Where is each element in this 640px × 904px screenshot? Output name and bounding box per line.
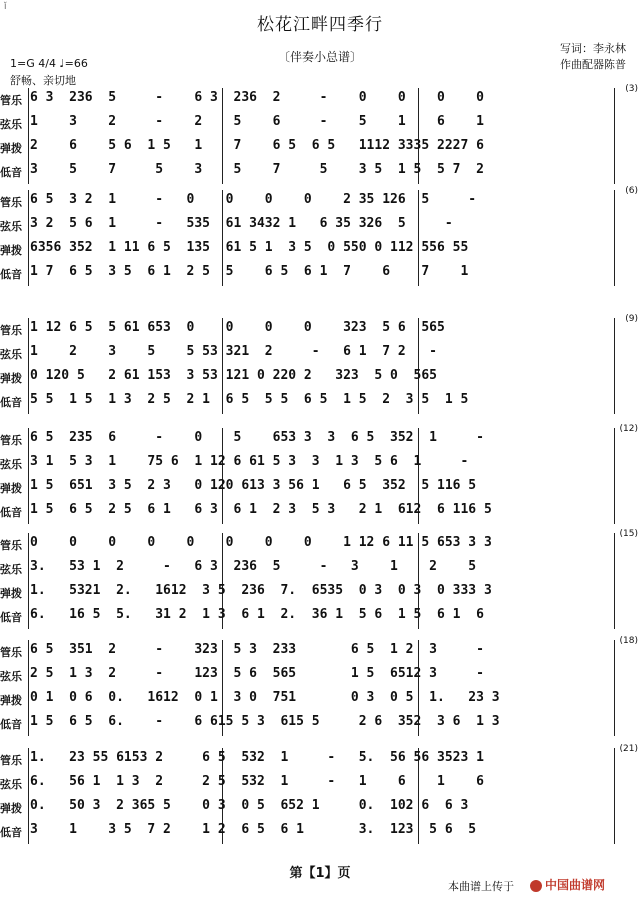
instrument-label: 弹拨 [0, 244, 22, 257]
notation-line: 0 0 0 0 0 0 0 0 1 12 6 11 5 653 3 3 [30, 535, 492, 550]
page-title: 松花江畔四季行 [257, 15, 383, 35]
page-number: 第【1】页 [289, 866, 351, 881]
notation-line: 1 5 651 3 5 2 3 0 120 613 3 56 1 6 5 352 5 116 5 [30, 478, 477, 493]
tempo-marking: 舒畅、亲切地 [10, 74, 76, 87]
composer-credit: 作曲配器陈普 [560, 58, 626, 71]
instrument-label: 低音 [0, 268, 22, 281]
notation-line: 1 7 6 5 3 5 6 1 2 5 5 6 5 6 1 7 6 7 1 [30, 264, 469, 279]
instrument-label: 管乐 [0, 754, 22, 767]
measure-number: (3) [625, 84, 638, 94]
instrument-label: 弦乐 [0, 348, 22, 361]
instrument-label: 弦乐 [0, 670, 22, 683]
site-name: 中国曲谱网 [545, 878, 606, 892]
notation-line: 2 5 1 3 2 - 123 5 6 565 1 5 6512 3 - [30, 666, 484, 681]
measure-number: (21) [619, 744, 638, 754]
instrument-label: 弹拨 [0, 372, 22, 385]
notation-line: 3 2 5 6 1 - 535 61 3432 1 6 35 326 5 - [30, 216, 453, 231]
notation-line: 1 3 2 - 2 5 6 - 5 1 6 1 [30, 114, 484, 129]
instrument-label: 弹拨 [0, 694, 22, 707]
measure-number: (9) [625, 314, 638, 324]
instrument-label: 管乐 [0, 434, 22, 447]
measure-number: (18) [619, 636, 638, 646]
instrument-label: 弹拨 [0, 802, 22, 815]
notation-line: 3 1 3 5 7 2 1 2 6 5 6 1 3. 123 5 6 5 [30, 822, 477, 837]
barline [614, 190, 615, 286]
instrument-label: 低音 [0, 826, 22, 839]
notation-line: 1 5 6 5 2 5 6 1 6 3 6 1 2 3 5 3 2 1 612 6 116 5 [30, 502, 492, 517]
notation-line: 1 12 6 5 5 61 653 0 0 0 0 323 5 6 565 [30, 320, 445, 335]
instrument-label: 管乐 [0, 539, 22, 552]
notation-line: 5 5 1 5 1 3 2 5 2 1 6 5 5 5 6 5 1 5 2 3 5 1 5 [30, 392, 469, 407]
notation-line: 0 1 0 6 0. 1612 0 1 3 0 751 0 3 0 5 1. 23 3 [30, 690, 500, 705]
barline [614, 640, 615, 736]
instrument-label: 弹拨 [0, 142, 22, 155]
instrument-label: 弹拨 [0, 587, 22, 600]
instrument-label: 低音 [0, 166, 22, 179]
notation-line: 1. 5321 2. 1612 3 5 236 7. 6535 0 3 0 3 0 333 3 [30, 583, 492, 598]
instrument-label: 低音 [0, 506, 22, 519]
site-logo [530, 876, 605, 893]
instrument-label: 低音 [0, 396, 22, 409]
instrument-label: 弦乐 [0, 118, 22, 131]
measure-number: (6) [625, 186, 638, 196]
notation-line: 6 5 3 2 1 - 0 0 0 0 2 35 126 5 - [30, 192, 477, 207]
instrument-label: 管乐 [0, 94, 22, 107]
notation-line: 1 2 3 5 5 53 321 2 - 6 1 7 2 - [30, 344, 437, 359]
instrument-label: 低音 [0, 718, 22, 731]
notation-line: 3 5 7 5 3 5 7 5 3 5 1 5 5 7 2 [30, 162, 484, 177]
notation-line: 3 1 5 3 1 75 6 1 12 6 61 5 3 3 1 3 5 6 1 - [30, 454, 469, 469]
instrument-label: 弦乐 [0, 458, 22, 471]
instrument-label: 弦乐 [0, 220, 22, 233]
score-subtitle: 〔伴奏小总谱〕 [277, 50, 362, 64]
notation-line: 6 3 236 5 - 6 3 236 2 - 0 0 0 0 [30, 90, 484, 105]
instrument-label: 管乐 [0, 646, 22, 659]
notation-line: 1 5 6 5 6. - 6 615 5 3 615 5 2 6 352 3 6 1 3 [30, 714, 500, 729]
notation-line: 6356 352 1 11 6 5 135 61 5 1 3 5 0 550 0 112 556 55 [30, 240, 469, 255]
measure-number: (12) [619, 424, 638, 434]
site-icon [530, 880, 542, 892]
barline [614, 748, 615, 844]
instrument-label: 弦乐 [0, 563, 22, 576]
key-signature: 1=G 4/4 ♩=66 [10, 57, 88, 70]
notation-line: 2 6 5 6 1 5 1 7 6 5 6 5 1112 3335 2227 6 [30, 138, 484, 153]
notation-line: 6 5 351 2 - 323 5 3 233 6 5 1 2 3 - [30, 642, 484, 657]
notation-line: 0. 50 3 2 365 5 0 3 0 5 652 1 0. 102 6 6 3 [30, 798, 469, 813]
barline [614, 88, 615, 184]
instrument-label: 弦乐 [0, 778, 22, 791]
notation-line: 6. 16 5 5. 31 2 1 3 6 1 2. 36 1 5 6 1 5 6 1 6 [30, 607, 484, 622]
instrument-label: 管乐 [0, 196, 22, 209]
barline [614, 318, 615, 414]
barline [614, 428, 615, 524]
instrument-label: 管乐 [0, 324, 22, 337]
lyricist-credit: 写词：李永林 [560, 42, 626, 55]
barline [614, 533, 615, 629]
measure-number: (15) [619, 529, 638, 539]
notation-line: 0 120 5 2 61 153 3 53 121 0 220 2 323 5 0 565 [30, 368, 437, 383]
notation-line: 1. 23 55 6153 2 6 5 532 1 - 5. 56 56 3523 1 [30, 750, 484, 765]
notation-line: 6. 56 1 1 3 2 2 5 532 1 - 1 6 1 6 [30, 774, 484, 789]
upload-note: 本曲谱上传于 [448, 880, 514, 893]
watermark-logo: ǐ [4, 2, 7, 12]
notation-line: 6 5 235 6 - 0 5 653 3 3 6 5 352 1 - [30, 430, 484, 445]
notation-line: 3. 53 1 2 - 6 3 236 5 - 3 1 2 5 [30, 559, 477, 574]
instrument-label: 低音 [0, 611, 22, 624]
instrument-label: 弹拨 [0, 482, 22, 495]
